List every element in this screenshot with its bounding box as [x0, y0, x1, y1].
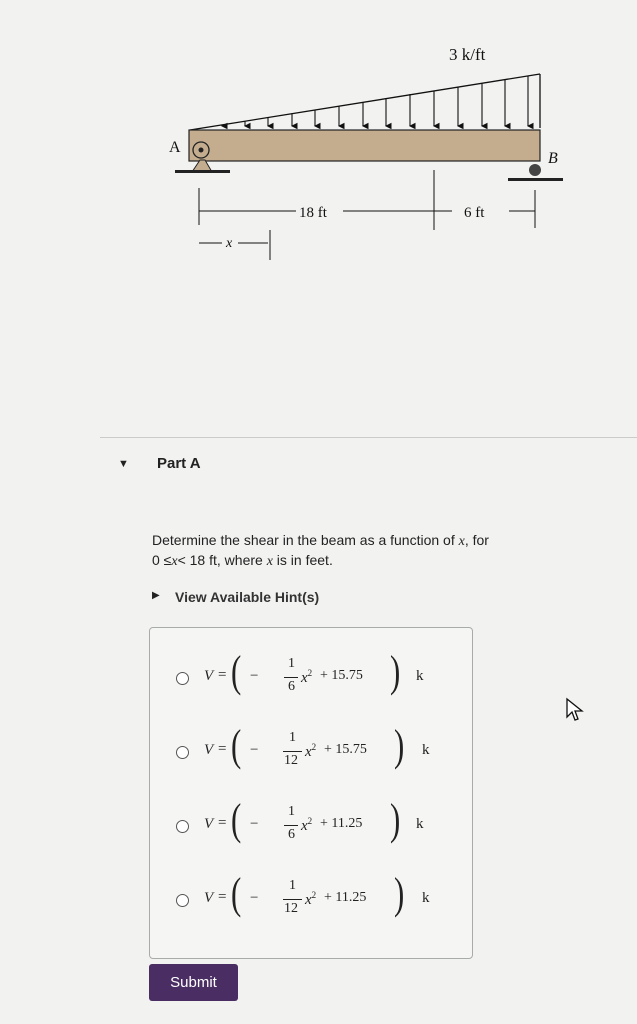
formula-v: V [204, 890, 214, 906]
question-var-3: x [266, 554, 273, 569]
left-paren: ( [231, 647, 242, 696]
radio-button[interactable] [176, 820, 189, 833]
load-label: 3 k/ft [449, 45, 486, 64]
formula-x-squared: $x^2$ [305, 890, 317, 908]
option-formula [204, 792, 464, 862]
option-formula [204, 866, 464, 936]
x-label: x [226, 236, 233, 251]
question-line2-prefix: 0 ≤ [152, 552, 172, 568]
formula-eq: = [218, 889, 227, 905]
formula-x-squared: $x^2$ [301, 668, 313, 686]
formula-const: + 15.75 [324, 742, 367, 757]
part-section [100, 437, 637, 538]
support-b-label: B [548, 150, 558, 167]
fraction-bar [284, 825, 298, 826]
left-paren: ( [231, 869, 242, 918]
right-paren: ) [390, 795, 401, 844]
answer-option-1[interactable] [150, 644, 472, 714]
fraction-bar [284, 677, 298, 678]
right-paren: ) [394, 869, 405, 918]
span2-label: 6 ft [464, 205, 485, 221]
question-line1-prefix: Determine the shear in the beam as a function of [152, 532, 459, 548]
question-text [152, 531, 592, 571]
formula-eq: = [218, 815, 227, 831]
beam-diagram [0, 0, 637, 290]
question-line2-end: is in feet. [272, 552, 333, 568]
radio-button[interactable] [176, 672, 189, 685]
left-paren: ( [231, 795, 242, 844]
formula-minus: − [250, 742, 259, 758]
formula-const: + 11.25 [320, 816, 363, 831]
formula-v: V [204, 742, 214, 758]
answer-option-3[interactable] [150, 792, 472, 862]
formula-num: 1 [288, 804, 295, 819]
option-formula [204, 718, 464, 788]
collapse-caret-icon[interactable]: ▼ [118, 458, 129, 470]
formula-num: 1 [289, 730, 296, 745]
answer-option-4[interactable] [150, 866, 472, 936]
formula-v: V [204, 668, 214, 684]
answer-options [149, 627, 473, 959]
formula-num: 1 [288, 656, 295, 671]
question-line2-where: , where [216, 552, 267, 568]
submit-button[interactable]: Submit [149, 964, 238, 1001]
part-title: Part A [157, 455, 201, 472]
formula-const: + 11.25 [324, 890, 367, 905]
option-formula [204, 644, 464, 714]
hint-caret-icon[interactable]: ▶ [152, 590, 160, 601]
radio-button[interactable] [176, 746, 189, 759]
formula-minus: − [250, 668, 259, 684]
radio-button[interactable] [176, 894, 189, 907]
formula-unit: k [416, 816, 424, 832]
formula-den: 12 [284, 753, 298, 768]
distributed-load [190, 74, 540, 130]
span1-label: 18 ft [299, 205, 327, 221]
formula-num: 1 [289, 878, 296, 893]
mouse-cursor-icon [565, 697, 585, 723]
formula-unit: k [416, 668, 424, 684]
formula-minus: − [250, 890, 259, 906]
fraction-bar [283, 751, 302, 752]
answer-option-2[interactable] [150, 718, 472, 788]
formula-unit: k [422, 742, 430, 758]
right-paren: ) [394, 721, 405, 770]
formula-den: 12 [284, 901, 298, 916]
question-var-2: x [171, 554, 178, 569]
formula-unit: k [422, 890, 430, 906]
formula-den: 6 [288, 679, 295, 694]
support-a-label: A [169, 139, 181, 156]
formula-minus: − [250, 816, 259, 832]
beam [189, 130, 540, 161]
formula-x-squared: $x^2$ [301, 816, 313, 834]
question-line2-mid: < 18 ft [177, 552, 217, 568]
formula-v: V [204, 816, 214, 832]
formula-x-squared: $x^2$ [305, 742, 317, 760]
left-paren: ( [231, 721, 242, 770]
view-hints-link[interactable]: View Available Hint(s) [175, 589, 320, 605]
formula-eq: = [218, 667, 227, 683]
formula-const: + 15.75 [320, 668, 363, 683]
formula-den: 6 [288, 827, 295, 842]
formula-eq: = [218, 741, 227, 757]
fraction-bar [283, 899, 302, 900]
question-line1-suffix: , for [464, 532, 489, 548]
right-paren: ) [390, 647, 401, 696]
question-var: x [458, 534, 465, 549]
